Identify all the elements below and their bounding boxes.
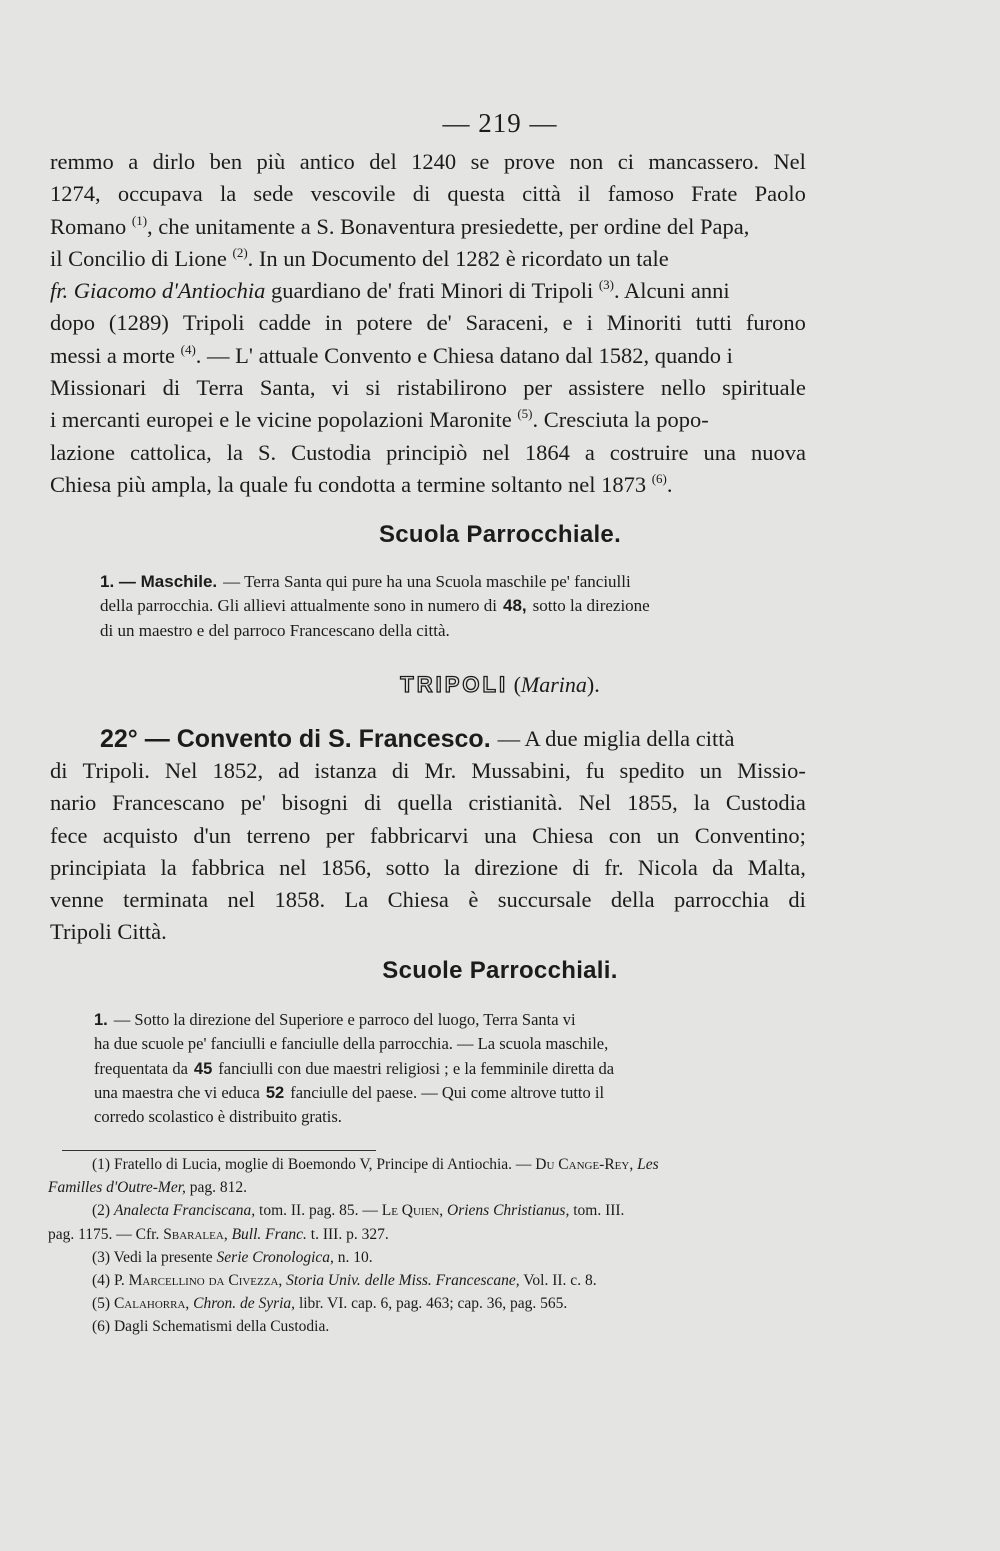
footnote-rule [62,1150,376,1151]
footnote-4: (4) P. Marcellino da Civezza, Storia Univ. delle Miss. Francescane, Vol. II. c. 8. [92,1271,597,1289]
footnote-ref: (6) [651,470,667,486]
convent-title: 22° — Convento di S. Francesco. [100,725,491,753]
text-line: 22° — Convento di S. Francesco. — A due miglia della città [100,723,808,755]
text-line: corredo scolastico è distribuito gratis. [94,1107,342,1127]
footnote-ref: (5) [517,406,533,422]
school-paragraph [94,1008,796,1129]
footnote-2-cont: pag. 1175. — Cfr. Sbaralea, Bull. Franc. t. III. p. 327. [48,1225,389,1243]
text-line: fr. Giacomo d'Antiochia guardiano de' frati Minori di Tripoli $^{(3)}$. Alcuni anni [50,277,730,304]
text-line: 1. — Sotto la direzione del Superiore e parroco del luogo, Terra Santa vi [94,1010,576,1029]
section-heading: Scuola Parrocchiale. [378,521,622,548]
footnote-1: (1) Fratello di Lucia, moglie di Boemondo V, Principe di Antiochia. — Du Cange-Rey, Les [92,1156,659,1173]
footnote-6: (6) Dagli Schematismi della Custodia. [92,1318,330,1336]
text-line: dopo (1289) Tripoli cadde in potere de' Saraceni, e i Minoriti tutti furono [50,310,806,336]
paragraph-history [50,146,806,501]
text-line: Missionari di Terra Santa, vi si ristabilirono per assistere nello spirituale [50,375,806,401]
footnote-1-cont: Familles d'Outre-Mer, pag. 812. [48,1179,248,1197]
footnote-ref: (2) [232,244,248,260]
text-line: Romano $^{(1)}$, che unitamente a S. Bonaventura presiedette, per ordine del Papa, [50,212,750,239]
footnote-ref: (1) [131,212,148,228]
text-line: di Tripoli. Nel 1852, ad istanza di Mr. Mussabini, fu spedito un Missio- [50,758,806,783]
text-line: della parrocchia. Gli allievi attualmente sono in numero di 48, sotto la direzione [100,596,650,616]
page-number: — 219 — [442,108,558,138]
text-line: ha due scuole pe' fanciulli e fanciulle della parrocchia. — La scuola maschile, [94,1034,609,1054]
text-line: fece acquisto d'un terreno per fabbricarvi una Chiesa con un Conventino; [50,822,806,848]
place-heading: TRIPOLI (Marina). [400,672,600,697]
footnote-3: (3) Vedi la presente Serie Cronologica, n. 10. [92,1248,373,1266]
text-line: venne terminata nel 1858. La Chiesa è succursale della parrocchia di [50,887,806,913]
footnote-5: (5) Calahorra, Chron. de Syria, libr. VI. cap. 6, pag. 463; cap. 36, pag. 565. [92,1295,568,1313]
footnote-2: (2) Analecta Franciscana, tom. II. pag. 85. — Le Quien, Oriens Christianus, tom. III. [92,1202,625,1220]
text-line: di un maestro e del parroco Francescano della città. [100,620,450,640]
place-name: TRIPOLI [400,672,509,697]
text-line: il Concilio di Lione $^{(2)}$. In un Documento del 1282 è ricordato un tale [50,244,669,271]
text-line: Tripoli Città. [50,919,167,945]
text-line: principiata la fabbrica nel 1856, sotto la direzione di fr. Nicola da Malta, [50,854,806,880]
text-line: lazione cattolica, la S. Custodia principiò nel 1864 a costruire una nuova [50,439,806,465]
paragraph-convent [100,723,808,755]
text-line: frequentata da 45 fanciulli con due maestri religiosi ; e la femminile diretta da [94,1058,615,1078]
text-line: 1. — Maschile. — Terra Santa qui pure ha una Scuola maschile pe' fanciulli [100,572,631,591]
footnote-ref: (3) [598,277,614,293]
text-line: remmo a dirlo ben più antico del 1240 se prove non ci mancassero. Nel [50,149,806,174]
footnotes [48,1153,796,1339]
text-line: una maestra che vi educa 52 fanciulle del paese. — Qui come altrove tutto il [94,1082,605,1102]
footnote-ref: (4) [180,341,196,357]
section-heading: Scuole Parrocchiali. [382,957,618,984]
school-paragraph [100,570,808,643]
text-line: nario Francescano pe' bisogni di quella cristianità. Nel 1855, la Custodia [50,790,806,816]
text-line: i mercanti europei e le vicine popolazioni Maronite $^{(5)}$. Cresciuta la popo- [50,406,709,433]
paragraph-convent-body [50,755,806,949]
text-line: 1274, occupava la sede vescovile di questa città il famoso Frate Paolo [50,181,806,207]
text-line: messi a morte $^{(4)}$. — L' attuale Convento e Chiesa datano dal 1582, quando i [50,341,733,368]
text-line: Chiesa più ampla, la quale fu condotta a termine soltanto nel 1873 $^{(6)}$. [50,470,673,497]
